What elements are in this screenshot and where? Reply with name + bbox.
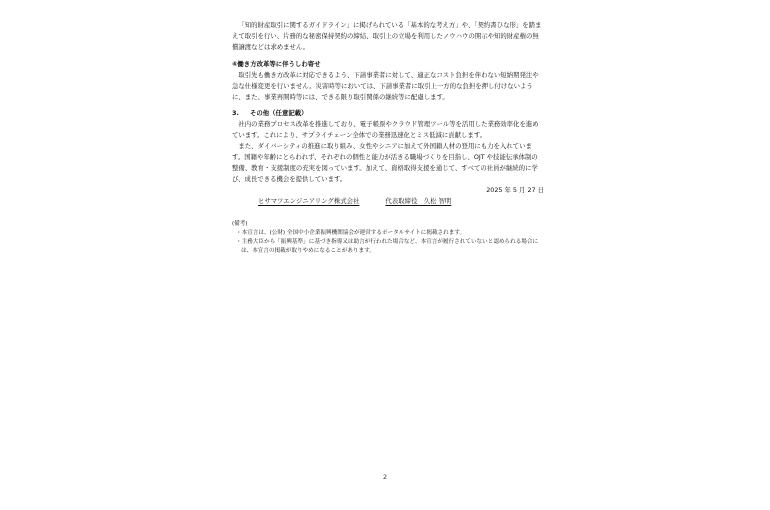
section-title: その他（任意記載） [250, 109, 308, 117]
section-heading [232, 108, 544, 119]
subsection-heading: ④働き方改革等に伴うしわ寄せ [232, 60, 321, 68]
subsection-body: 取引先も働き方改革に対応できるよう、下請事業者に対して、適正なコスト負担を伴わない短納期発注や急な仕様変更を行いません。災害時等においては、下請事業者に取引上一方的な負担を押し付けないように、また、事業再開時等には、できる限り取引関係の継続等に配慮します。 [232, 71, 539, 101]
document-body [232, 20, 544, 256]
section-paragraph: 社内の業務プロセス改革を推進しており、電子帳票やクラウド管理ツール等を活用した業務効率化を進めています。これにより、サプライチェーン全体での業務迅速化とミス低減に貢献します。 [232, 120, 539, 139]
note-item: ・本宣言は、(公財) 全国中小企業振興機関協会が運営するポータルサイトに掲載されます。 [236, 230, 466, 236]
representative-name: 代表取締役 久松 智明 [385, 197, 452, 205]
signature-line [232, 196, 544, 207]
section-paragraph: また、ダイバーシティの推進に取り組み、女性やシニアに加えて外国籍人材の登用にも力を入れています。国籍や年齢にとらわれず、それぞれの個性と能力が活きる職場づくりを目指し、OJT や技能伝承体制の整備、教育・支援制度の充実を図っています。加えて、資格取得支援を通じて、すべての社員が継続的に学び、成長できる機会を提供しています。 [232, 142, 538, 183]
page-number: 2 [382, 473, 388, 481]
intro-paragraph: 「知的財産取引に関するガイドライン」に掲げられている「基本的な考え方」や、「契約書ひな形」を踏まえて取引を行い、片務的な秘密保持契約の締結、取引上の立場を利用したノウハウの開示や知的財産権の無償譲渡などは求めません。 [232, 21, 542, 51]
company-name: ヒサマツエンジニアリング株式会社 [258, 197, 360, 205]
notes-block [232, 220, 544, 256]
note-item: ・主務大臣から「振興基準」に基づき指導又は助言が行われた場合など、本宣言が履行されていないと認められる場合には、本宣言の掲載が取りやめになることがあります。 [236, 239, 539, 254]
notes-label: (備考) [232, 221, 248, 227]
section-number: 3. [232, 109, 239, 117]
declaration-date: 2025 年 5 月 27 日 [486, 186, 544, 194]
